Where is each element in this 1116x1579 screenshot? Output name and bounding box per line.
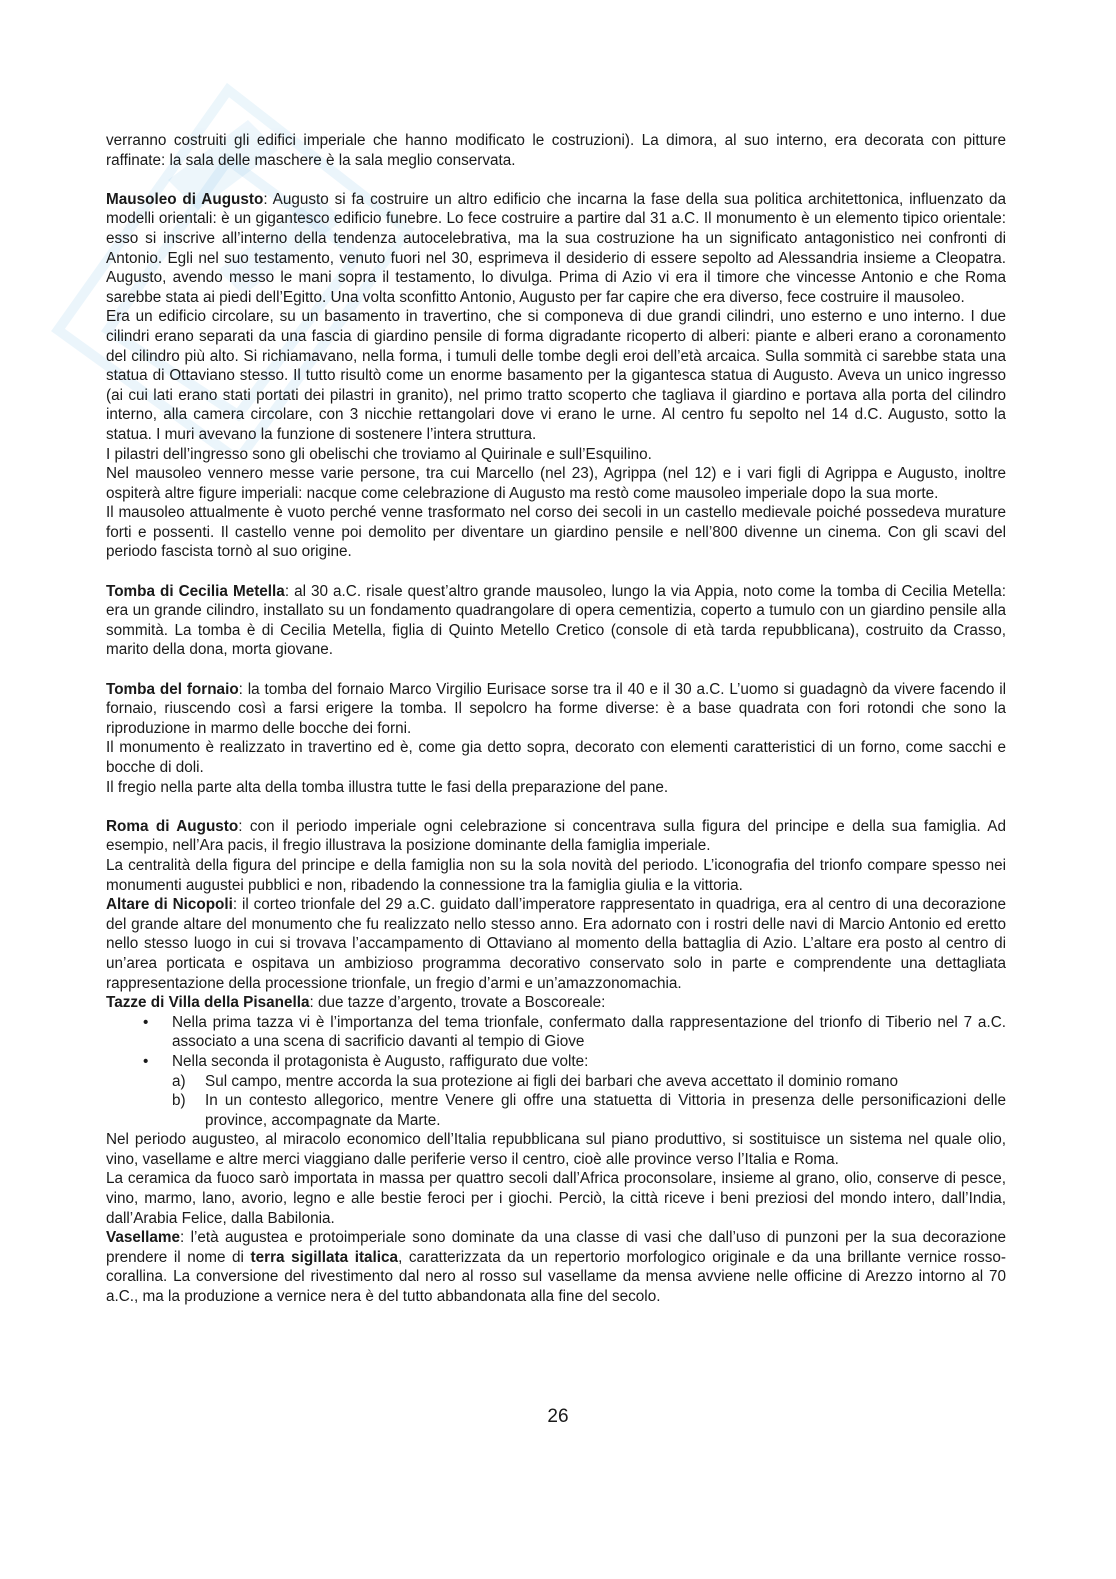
section-heading-tazze: Tazze di Villa della Pisanella — [106, 994, 310, 1012]
sub-list-item-text: Sul campo, mentre accorda la sua protezione ai figli dei barbari che aveva accettato il dominio romano — [205, 1072, 898, 1090]
tazze-paragraph — [106, 993, 1006, 1013]
paragraph-text: , caratterizzata da un repertorio morfologico originale e da una brillante vernice rosso-corallina. La conversione del rivestimento dal nero al rosso sul vasellame da mensa avviene nelle officine di Arezzo intorno al 70 a.C., ma la produzione a vernice nera è del tutto abbandonata alla fine del secolo. — [106, 1248, 1006, 1306]
intro-paragraph: verranno costruiti gli edifici imperiale che hanno modificato le costruzioni). La dimora, al suo interno, era decorata con pitture raffinate: la sala delle maschere è la sala meglio conservata. — [106, 132, 1006, 169]
list-marker: a) — [172, 1072, 186, 1090]
sub-list-item — [172, 1072, 1006, 1092]
section-heading-cecilia: Tomba di Cecilia Metella — [106, 582, 285, 600]
vasellame-paragraph — [106, 1228, 1006, 1306]
section-heading-mausoleo: Mausoleo di Augusto — [106, 190, 264, 208]
document-body — [106, 131, 1006, 1307]
fornaio-paragraph — [106, 680, 1006, 739]
paragraph-text: : con il periodo imperiale ogni celebrazione si concentrava sulla figura del principe e della sua famiglia. Ad esempio, nell’Ara pacis, il fregio illustrava la posizione dominante della famiglia imperiale. — [106, 817, 1006, 855]
list-item — [106, 1052, 1006, 1130]
roma-paragraph-2: La centralità della figura del principe e della famiglia non su la sola novità del periodo. L’iconografia del trionfo compare spesso nei monumenti augustei pubblici e non, ribadendo la connessione tra la famiglia giulia e la vittoria. — [106, 856, 1006, 894]
tazze-bullet-list — [106, 1013, 1006, 1131]
sub-list-item — [172, 1091, 1006, 1130]
paragraph-text: : l’età augustea e protoimperiale sono dominate da una classe di vasi che dall’uso di punzoni per la sua decorazione prendere il nome di — [106, 1229, 1006, 1266]
mausoleo-paragraph-5: Il mausoleo attualmente è vuoto perché venne trasformato nel corso dei secoli in un castello medievale poiché possedeva murature forti e possenti. Il castello venne poi demolito per diventare un giardino pensile e nell’800 divenne un cinema. Con gli scavi del periodo fascista tornò al suo origine. — [106, 504, 1006, 561]
cecilia-paragraph — [106, 582, 1006, 660]
section-heading-nicopoli: Altare di Nicopoli — [106, 896, 233, 914]
section-heading-roma: Roma di Augusto — [106, 817, 239, 835]
page-number: 26 — [547, 1406, 569, 1427]
list-item-text: Nella seconda il protagonista è Augusto, raffigurato due volte: — [172, 1052, 589, 1070]
list-item — [106, 1013, 1006, 1052]
section-heading-fornaio: Tomba del fornaio — [106, 680, 239, 698]
paragraph-text: : due tazze d’argento, trovate a Boscoreale: — [309, 994, 606, 1012]
sub-list-item-text: In un contesto allegorico, mentre Venere gli offre una statuetta di Vittoria in presenza delle personificazioni delle province, accompagnate da Marte. — [205, 1092, 1006, 1129]
list-marker: b) — [172, 1092, 186, 1110]
mausoleo-paragraph-3: I pilastri dell’ingresso sono gli obelischi che troviamo al Quirinale e sull’Esquilino. — [106, 445, 652, 463]
section-heading-vasellame: Vasellame — [106, 1229, 180, 1247]
paragraph-text: : la tomba del fornaio Marco Virgilio Eurisace sorse tra il 40 e il 30 a.C. L’uomo si guadagnò da vivere facendo il fornaio, riuscendo così a farsi erigere la tomba. Il sepolcro ha forme diverse: è a base quadrata con fori rotondi che sono la riproduzione in marmo delle bocche dei forni. — [106, 680, 1006, 737]
fornaio-paragraph-2: Il monumento è realizzato in travertino ed è, come gia detto sopra, decorato con elementi caratteristici di un forno, come sacchi e bocche di doli. — [106, 739, 1006, 776]
paragraph-text: : al 30 a.C. risale quest’altro grande mausoleo, lungo la via Appia, noto come la tomba di Cecilia Metella: era un grande cilindro, installato su un fondamento quadrangolare di opera cementizia, coperto a tumulo con un giardino pensile alla sommità. La tomba è di Cecilia Metella, figlia di Quinto Metello Cretico (console di età tarda repubblicana), costruito da Crasso, marito della dona, morta giovane. — [106, 582, 1007, 659]
nicopoli-paragraph — [106, 895, 1006, 993]
sub-list — [172, 1072, 1006, 1131]
economia-paragraph-2: La ceramica da fuoco sarò importata in massa per quattro secoli dall’Africa proconsolare, insieme al grano, olio, conserve di pesce, vino, marmo, lano, avorio, legno e alle bestie feroci per i giochi. Perciò, la città riceve i beni preziosi del mondo intero, dall’India, dall’Arabia Felice, dalla Babilonia. — [106, 1170, 1006, 1227]
bold-term: terra sigillata italica — [250, 1248, 399, 1266]
paragraph-text: : il corteo trionfale del 29 a.C. guidato dall’imperatore rappresentato in quadriga, era al centro di una decorazione del grande altare del monumento che fu realizzato nello stesso anno. Era adornato con i rostri delle navi di Marcio Antonio ed eretto nello stesso luogo in cui si trovava l’accampamento di Ottaviano al momento della battaglia di Azio. L’altare era posto al centro di un’area porticata e ospitava un ambizioso programma decorativo conservato solo in parte e comprendente una dettagliata rappresentazione della processione trionfale, un fregio d’armi e un’amazzonomachia. — [106, 896, 1006, 992]
mausoleo-paragraph-2: Era un edificio circolare, su un basamento in travertino, che si componeva di due grandi cilindri, uno esterno e uno interno. I due cilindri erano separati da una fascia di giardino pensile di forma digradante ricoperto di alberi: piante e alberi erano a coronamento del cilindro più alto. Si richiamavano, nella forma, i tumuli delle tombe degli eroi dell’età arcaica. Sulla sommità ci sarebbe stata una statua di Ottaviano stesso. Il tutto risultò come un enorme basamento per la gigantesca statua di Augusto. Aveva un unico ingresso (ai cui lati erano stati portati dei pilastri in granito), nel primo tratto scoperto che tagliava il giardino e portava alla porta del cilindro interno, alla camera circolare, con 3 nicchie rettangolari dove vi erano le urne. Al centro fu sepolto nel 14 d.C. Augusto, sotto la statua. I muri avevano la funzione di sostenere l’intera struttura. — [106, 308, 1006, 443]
mausoleo-paragraph-4: Nel mausoleo vennero messe varie persone, tra cui Marcello (nel 23), Agrippa (nel 12) e i vari figli di Agrippa e Augusto, inoltre ospiterà altre figure imperiali: nacque come celebrazione di Augusto ma restò come mausoleo imperiale dopo la sua morte. — [106, 465, 1006, 502]
roma-paragraph — [106, 817, 1006, 856]
paragraph-text: : Augusto si fa costruire un altro edificio che incarna la fase della sua politica architettonica, influenzato da modelli orientali: è un gigantesco edificio funebre. Lo fece costruire a partire dal 31 a.C. Il monumento è un elemento tipico orientale: esso si inscrive all’interno della tendenza autocelebrativa, ma la sua costruzione ha un significato antagonistico nei confronti di Antonio. Egli nel suo testamento, venuto fuori nel 30, esprimeva il desiderio di essere sepolto ad Alessandria insieme a Cleopatra. Augusto, avendo messo le mani sopra il testamento, lo divulga. Prima di Azio vi era il timore che vincesse Antonio e che Roma sarebbe stata ai piedi dell’Egitto. Una volta sconfitto Antonio, Augusto per far capire che era diverso, fece costruire il mausoleo. — [106, 190, 1006, 306]
economia-paragraph: Nel periodo augusteo, al miracolo economico dell’Italia repubblicana sul piano produttivo, si sostituisce un sistema nel quale olio, vino, vasellame e altre merci viaggiano dalle periferie verso il centro, cioè alle province verso l’Italia e Roma. — [106, 1131, 1006, 1168]
mausoleo-paragraph — [106, 190, 1006, 308]
fornaio-paragraph-3: Il fregio nella parte alta della tomba illustra tutte le fasi della preparazione del pane. — [106, 778, 669, 796]
list-item-text: Nella prima tazza vi è l’importanza del tema trionfale, confermato dalla rappresentazione del trionfo di Tiberio nel 7 a.C. associato a una scena di sacrificio davanti al tempio di Giove — [172, 1013, 1006, 1051]
